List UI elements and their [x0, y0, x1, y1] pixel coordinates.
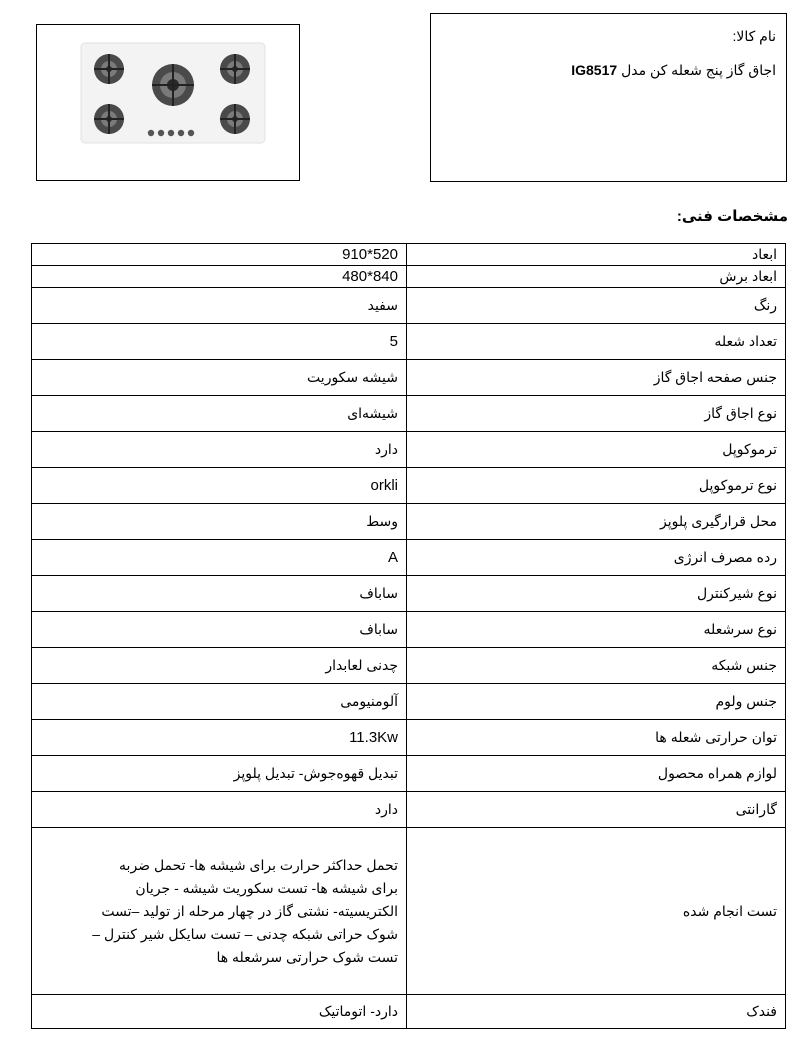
spec-value: 5 — [32, 324, 407, 360]
spec-label: محل قرارگیری پلوپز — [407, 504, 786, 540]
product-model: IG8517 — [571, 62, 618, 78]
spec-value: آلومنیومی — [32, 684, 407, 720]
product-name-label: نام کالا: — [732, 28, 776, 44]
spec-label: تعداد شعله — [407, 324, 786, 360]
spec-label: لوازم همراه محصول — [407, 756, 786, 792]
spec-label: توان حرارتی شعله ها — [407, 720, 786, 756]
spec-value: دارد — [32, 432, 407, 468]
spec-value: تبدیل قهوه‌جوش- تبدیل پلوپز — [32, 756, 407, 792]
spec-row-warranty — [32, 792, 786, 828]
spec-value: چدنی لعابدار — [32, 648, 407, 684]
spec-value: شیشه‌ای — [32, 396, 407, 432]
product-name-box — [430, 13, 787, 182]
spec-row-cut-dimensions — [32, 266, 786, 288]
product-name-line — [571, 62, 776, 79]
test-line: الکتریسیته- نشتی گاز در چهار مرحله از تولید –تست — [101, 902, 398, 919]
spec-row-rice-cooker-position — [32, 504, 786, 540]
spec-label: رده مصرف انرژی — [407, 540, 786, 576]
spec-label: نوع سرشعله — [407, 612, 786, 648]
spec-label: نوع ترموکوپل — [407, 468, 786, 504]
spec-value: ساباف — [32, 576, 407, 612]
spec-value: سفید — [32, 288, 407, 324]
spec-value: شیشه سکوریت — [32, 360, 407, 396]
spec-label: گارانتی — [407, 792, 786, 828]
spec-label: رنگ — [407, 288, 786, 324]
spec-value: A — [32, 540, 407, 576]
spec-value: 910*520 — [32, 244, 407, 266]
spec-row-igniter — [32, 995, 786, 1029]
section-title: مشخصات فنی: — [676, 208, 788, 225]
spec-label: جنس صفحه اجاق گاز — [407, 360, 786, 396]
product-image-frame — [36, 24, 300, 181]
test-line: تست شوک حرارتی سرشعله ها — [216, 948, 398, 965]
burner-bottom-left — [94, 104, 124, 134]
specs-table — [31, 243, 786, 1029]
spec-row-valve-type — [32, 576, 786, 612]
spec-label: ابعاد برش — [407, 266, 786, 288]
spec-value: وسط — [32, 504, 407, 540]
spec-label: ابعاد — [407, 244, 786, 266]
burner-top-left — [94, 54, 124, 84]
spec-label: نوع شیرکنترل — [407, 576, 786, 612]
spec-row-color — [32, 288, 786, 324]
burner-bottom-right — [220, 104, 250, 134]
spec-label: تست انجام شده — [407, 828, 786, 995]
spec-label: جنس ولوم — [407, 684, 786, 720]
gas-hob-image — [37, 25, 299, 180]
test-line: تحمل حداکثر حرارت برای شیشه ها- تحمل ضربه — [119, 856, 398, 873]
spec-row-heat-output — [32, 720, 786, 756]
spec-value-tests — [32, 828, 407, 995]
spec-value: 480*840 — [32, 266, 407, 288]
test-line: شوک حراتی شبکه چدنی – تست سایکل شیر کنترل – — [92, 925, 398, 942]
spec-row-knob-material — [32, 684, 786, 720]
spec-row-energy-class — [32, 540, 786, 576]
spec-row-accessories — [32, 756, 786, 792]
spec-row-surface-material — [32, 360, 786, 396]
spec-row-hob-type — [32, 396, 786, 432]
spec-value: 11.3Kw — [32, 720, 407, 756]
spec-row-burner-count — [32, 324, 786, 360]
test-line: برای شیشه ها- تست سکوریت شیشه - جریان — [135, 879, 398, 896]
burner-top-right — [220, 54, 250, 84]
spec-row-burner-head-type — [32, 612, 786, 648]
spec-value: دارد- اتوماتیک — [32, 995, 407, 1029]
burner-center-wok — [152, 64, 194, 106]
spec-label: فندک — [407, 995, 786, 1029]
spec-value: orkli — [32, 468, 407, 504]
spec-row-grate-material — [32, 648, 786, 684]
spec-row-dimensions — [32, 244, 786, 266]
spec-label: نوع اجاق گاز — [407, 396, 786, 432]
spec-row-thermocouple-type — [32, 468, 786, 504]
spec-label: ترموکوپل — [407, 432, 786, 468]
spec-row-tests — [32, 828, 786, 995]
product-name-text: اجاق گاز پنج شعله کن مدل — [621, 62, 776, 78]
spec-row-thermocouple — [32, 432, 786, 468]
spec-label: جنس شبکه — [407, 648, 786, 684]
spec-value: دارد — [32, 792, 407, 828]
spec-value: ساباف — [32, 612, 407, 648]
